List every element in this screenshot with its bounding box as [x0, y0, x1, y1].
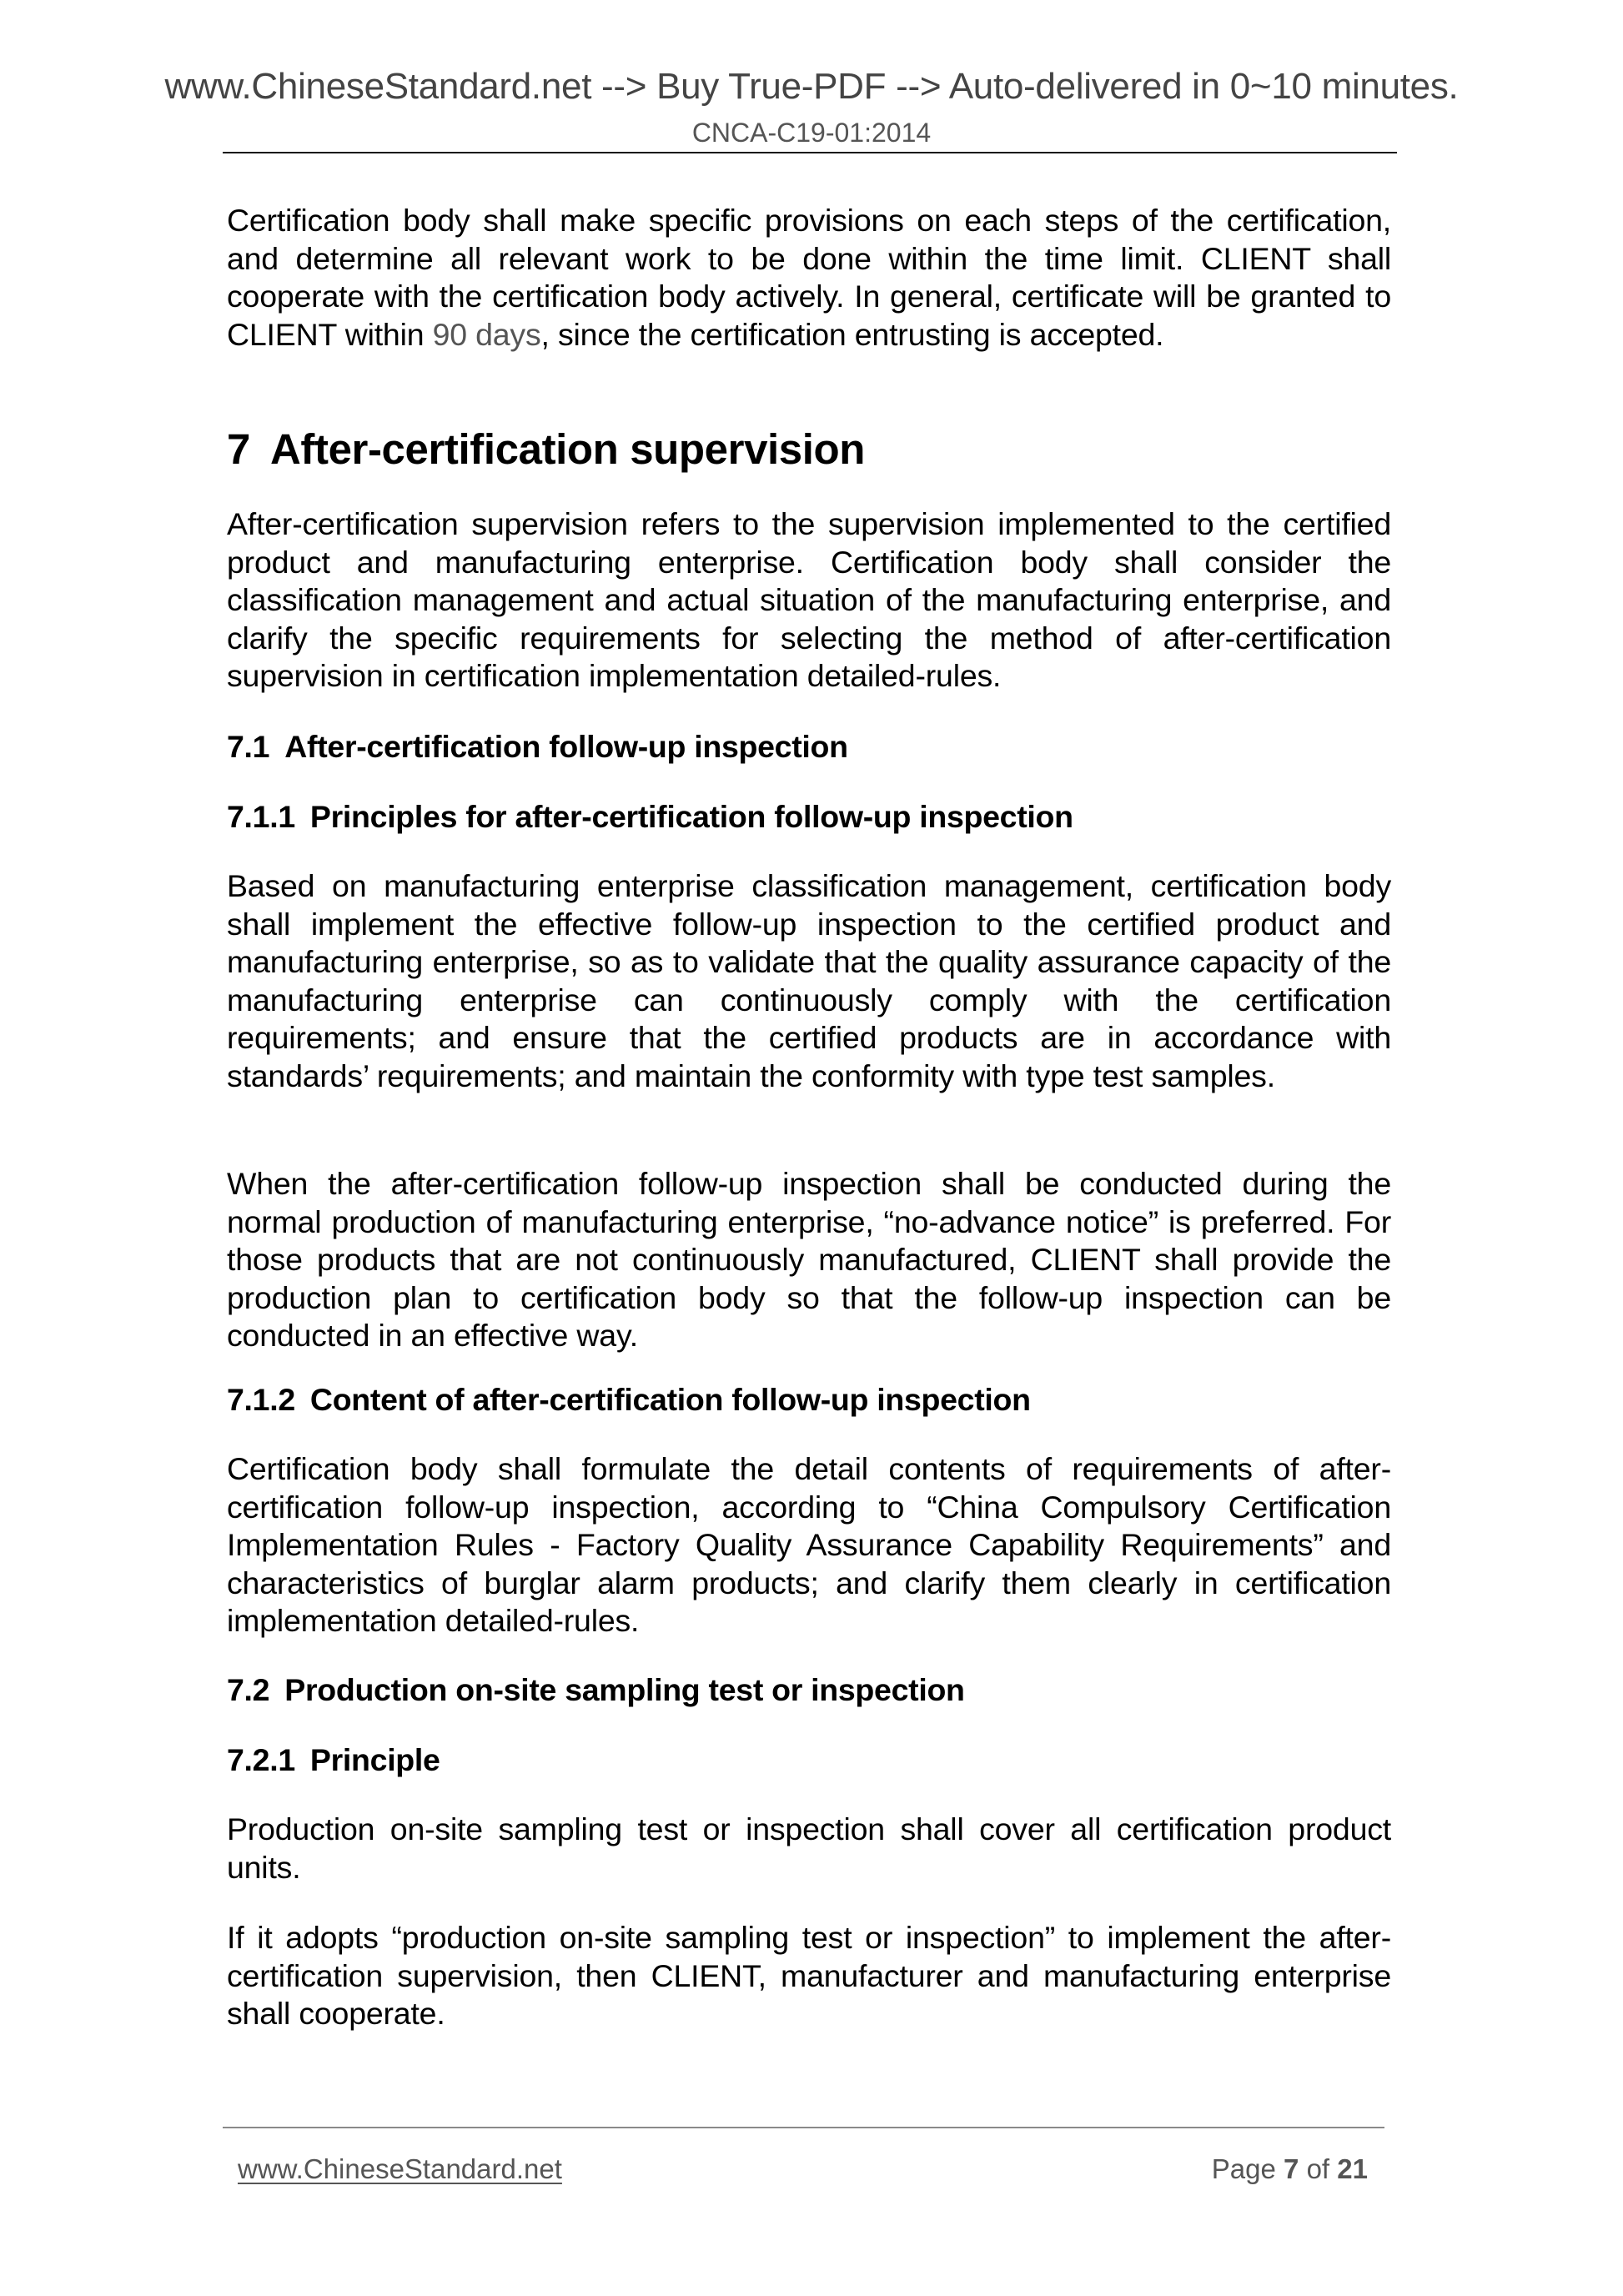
section-heading-7-1: 7.1 After-certification follow-up inspection	[227, 729, 848, 764]
paragraph-sampling-coverage: Production on-site sampling test or inspection shall cover all certification product units.	[227, 1811, 1391, 1885]
paragraph-no-advance-notice: When the after-certification follow-up inspection shall be conducted during the normal production of manufacturing enterprise, “no-advance notice” is preferred. For those products that are not continuously manufactured, CLIENT shall provide the production plan to certification body so that the follow-up inspection can be conducted in an effective way.	[227, 1166, 1391, 1353]
section-heading-7-2: 7.2 Production on-site sampling test or inspection	[227, 1672, 965, 1707]
header-divider	[223, 152, 1397, 153]
section-heading-7-1-1: 7.1.1 Principles for after-certification follow-up inspection	[227, 799, 1073, 834]
time-limit-highlight: 90 days	[432, 316, 541, 352]
paragraph-certification-time-limit: Certification body shall make specific provisions on each steps of the certification, and determine all relevant work to be done within the time limit. CLIENT shall cooperate with the certification body actively. In general, certificate will be granted to CLIENT within 90 days, since the certification entrusting is accepted.	[227, 203, 1391, 352]
total-page-count: 21	[1337, 2153, 1368, 2184]
page-indicator: Page 7 of 21	[1211, 2153, 1368, 2184]
section-heading-7: 7 After-certification supervision	[227, 425, 866, 473]
header-banner: www.ChineseStandard.net --> Buy True-PDF --> Auto-delivered in 0~10 minutes.	[164, 66, 1459, 107]
paragraph-follow-up-content: Certification body shall formulate the detail contents of requirements of after-certification follow-up inspection, according to “China Compulsory Certification Implementation Rules - Factory Quality Assurance Capability Requirements” and characteristics of burglar alarm products; and clarify them clearly in certification implementation detailed-rules.	[227, 1451, 1391, 1638]
paragraph-sampling-cooperation: If it adopts “production on-site sampling test or inspection” to implement the after-certification supervision, then CLIENT, manufacturer and manufacturing enterprise shall cooperate.	[227, 1920, 1391, 2031]
footer-divider	[223, 2127, 1384, 2128]
paragraph-follow-up-principles: Based on manufacturing enterprise classification management, certification body shall implement the effective follow-up inspection to the certified product and manufacturing enterprise, so as to validate that the quality assurance capacity of the manufacturing enterprise can continuously comply with the certification requirements; and ensure that the certified products are in accordance with standards’ requirements; and maintain the conformity with type test samples.	[227, 868, 1391, 1093]
document-code: CNCA-C19-01:2014	[691, 118, 932, 148]
current-page-number: 7	[1284, 2153, 1299, 2184]
section-heading-7-1-2: 7.1.2 Content of after-certification follow-up inspection	[227, 1382, 1031, 1417]
paragraph-supervision-definition: After-certification supervision refers to the supervision implemented to the certified product and manufacturing enterprise. Certification body shall consider the classification management and actual situation of the manufacturing enterprise, and clarify the specific requirements for selecting the method of after-certification supervision in certification implementation detailed-rules.	[227, 506, 1391, 693]
footer-site-link[interactable]: www.ChineseStandard.net	[238, 2153, 562, 2184]
section-heading-7-2-1: 7.2.1 Principle	[227, 1742, 440, 1777]
